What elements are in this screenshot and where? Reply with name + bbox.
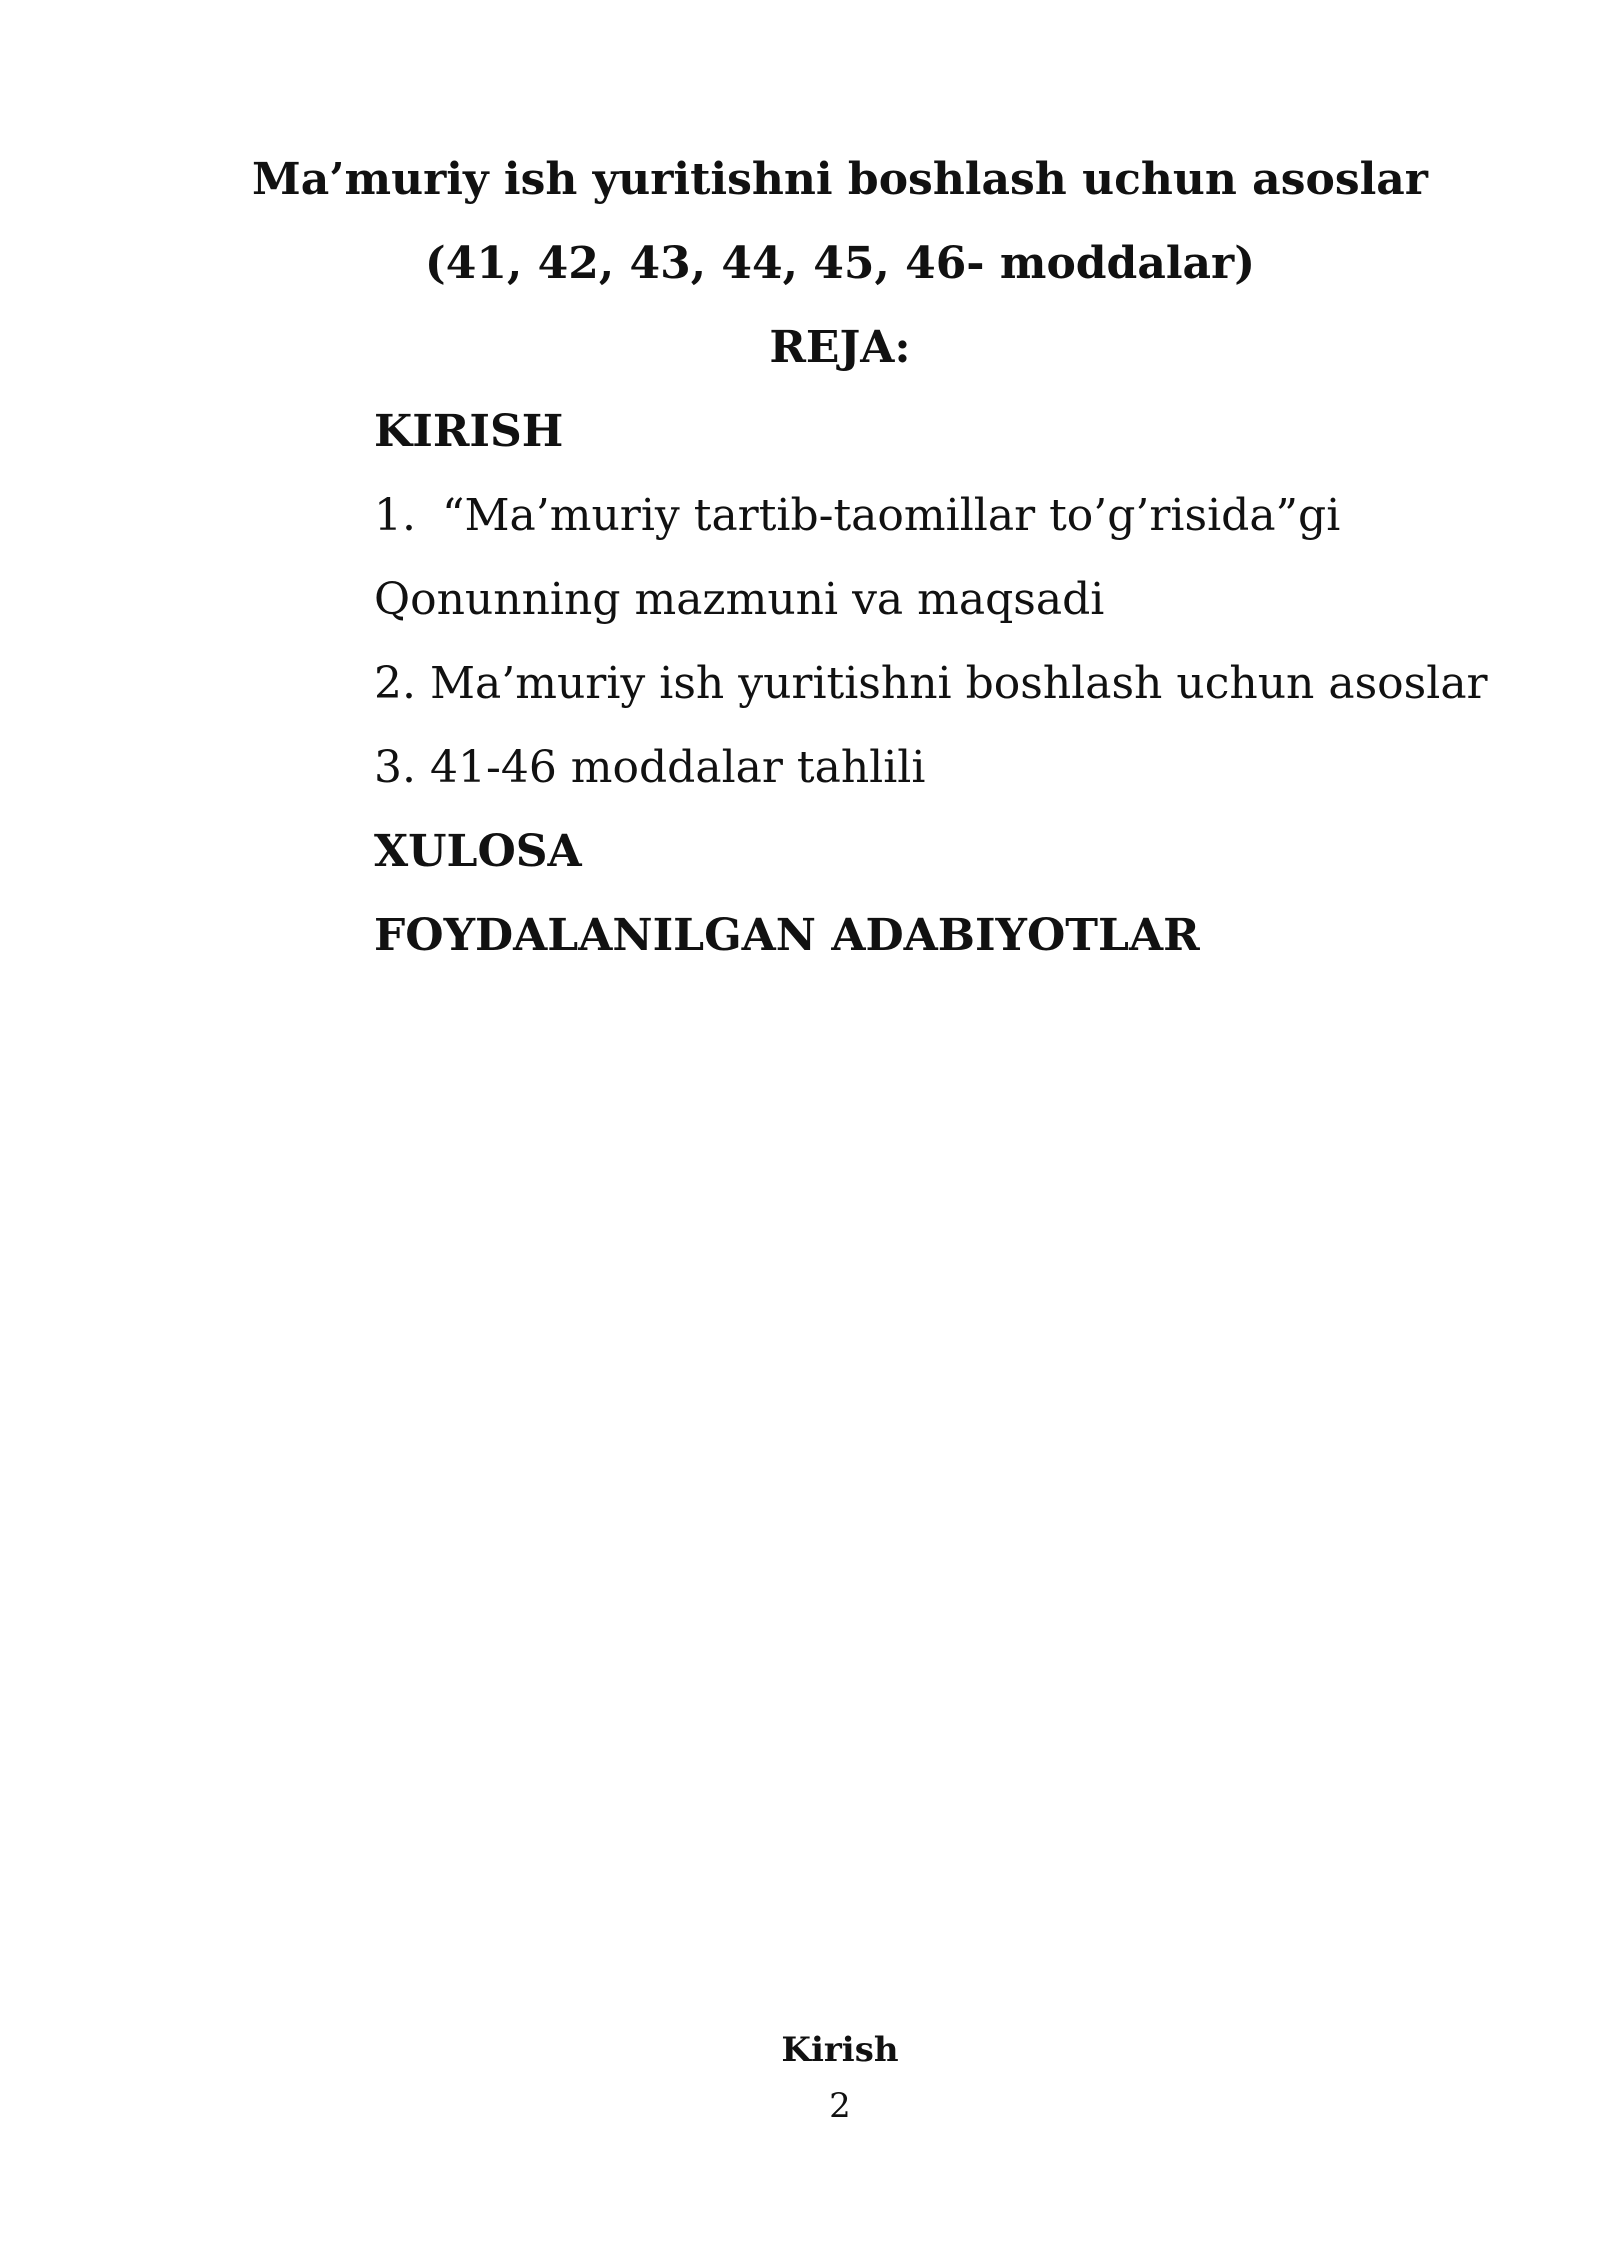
plan-item-3: 3. 41-46 moddalar tahlili bbox=[374, 742, 926, 793]
plan-item-intro: KIRISH bbox=[374, 406, 564, 457]
document-title: Ma’muriy ish yuritishni boshlash uchun asoslar bbox=[252, 154, 1428, 205]
page-number: 2 bbox=[829, 2086, 851, 2126]
plan-heading: REJA: bbox=[769, 322, 911, 373]
next-section-heading: Kirish bbox=[781, 2030, 899, 2070]
plan-item-1 bbox=[374, 488, 1340, 544]
plan-item-1-number: 1. bbox=[374, 490, 416, 541]
plan-item-conclusion: XULOSA bbox=[374, 826, 582, 877]
plan-item-references: FOYDALANILGAN ADABIYOTLAR bbox=[374, 910, 1200, 961]
plan-item-2: 2. Ma’muriy ish yuritishni boshlash uchun asoslar bbox=[374, 658, 1488, 709]
plan-item-1-text: “Ma’muriy tartib-taomillar to’g’risida”gi bbox=[441, 490, 1341, 541]
plan-item-1-continuation: Qonunning mazmuni va maqsadi bbox=[374, 574, 1105, 625]
document-subtitle: (41, 42, 43, 44, 45, 46- moddalar) bbox=[424, 238, 1256, 289]
